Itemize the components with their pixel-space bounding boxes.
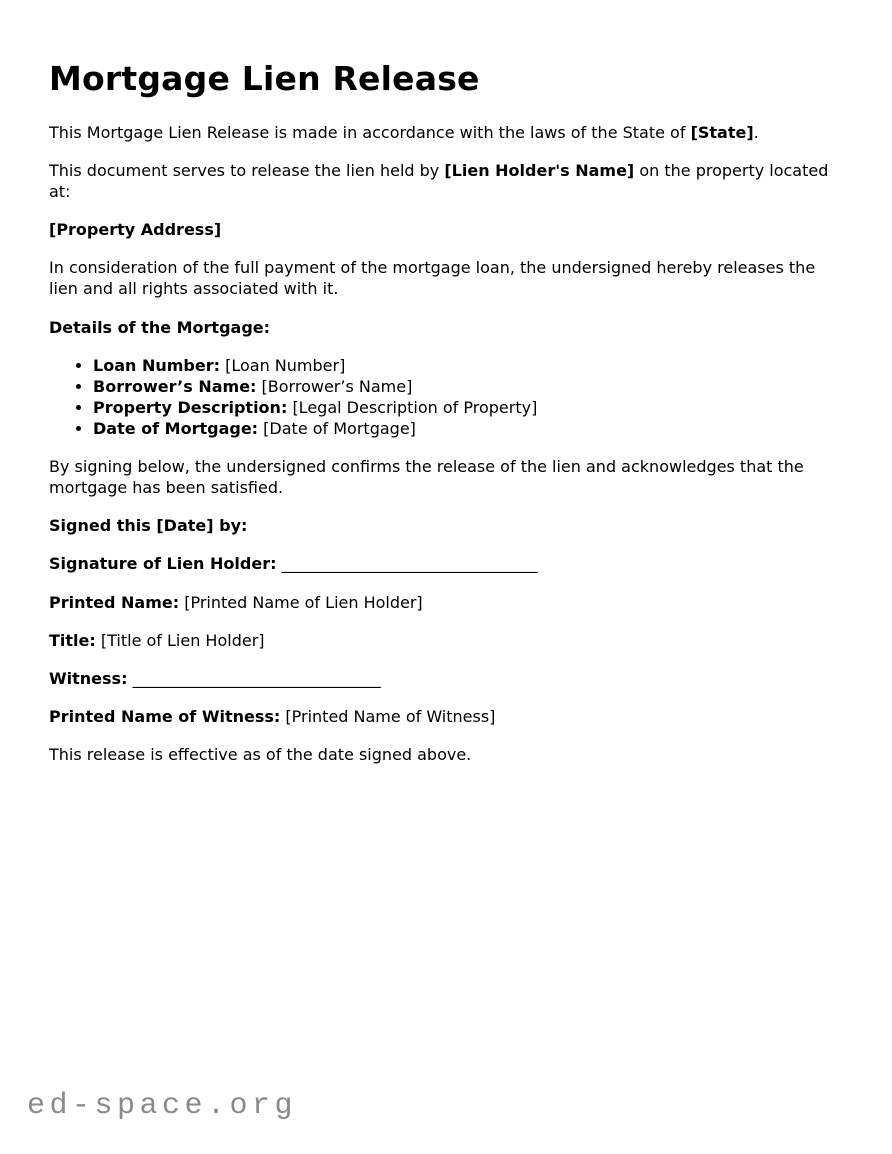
release-statement-paragraph [49, 160, 843, 202]
release-text-post: on the property located at: [49, 161, 829, 202]
holder-title-line [49, 630, 843, 651]
loan-number-label: Loan Number: [93, 355, 220, 375]
holder-title-label: Title: [49, 630, 96, 650]
effective-statement-paragraph: This release is effective as of the date signed above. [49, 745, 472, 765]
list-item-property-description [93, 397, 843, 418]
signature-line [49, 553, 843, 574]
details-heading [49, 317, 843, 338]
printed-name-value: [Printed Name of Lien Holder] [184, 592, 423, 612]
document-title: Mortgage Lien Release [49, 59, 480, 98]
list-item-date-of-mortgage [93, 418, 843, 439]
signed-statement-line [49, 515, 843, 536]
holder-title-value: [Title of Lien Holder] [100, 630, 265, 650]
date-of-mortgage-value: [Date of Mortgage] [263, 419, 416, 439]
state-placeholder: [State] [690, 122, 754, 142]
witness-line [49, 668, 843, 689]
borrower-name-label: Borrower’s Name: [93, 376, 257, 396]
printed-name-label: Printed Name: [49, 592, 180, 612]
list-item-loan-number [93, 355, 843, 376]
consideration-paragraph: In consideration of the full payment of the mortgage loan, the undersigned hereby releases the lien and all rights associated with it. [49, 258, 816, 299]
intro-text-pre: This Mortgage Lien Release is made in accordance with the laws of the State of [49, 122, 691, 142]
release-text-pre: This document serves to release the lien held by [49, 161, 445, 181]
witness-blank-line: _______________________________ [132, 668, 381, 688]
witness-printed-line [49, 706, 843, 727]
signature-label: Signature of Lien Holder: [49, 554, 277, 574]
list-item-borrower-name [93, 376, 843, 397]
signed-statement-text: Signed this [Date] by: [49, 516, 248, 536]
property-address-placeholder: [Property Address] [49, 220, 222, 240]
intro-paragraph [49, 122, 843, 143]
property-address-line [49, 219, 843, 240]
watermark: ed-space.org [27, 1089, 298, 1123]
witness-printed-value: [Printed Name of Witness] [285, 706, 496, 726]
mortgage-details-list [49, 355, 843, 439]
signature-blank-line: ________________________________ [281, 554, 538, 574]
printed-name-line [49, 592, 843, 613]
witness-printed-label: Printed Name of Witness: [49, 706, 281, 726]
intro-text-post: . [753, 122, 759, 142]
property-description-value: [Legal Description of Property] [292, 397, 538, 417]
lien-holder-name-placeholder: [Lien Holder's Name] [444, 161, 635, 181]
date-of-mortgage-label: Date of Mortgage: [93, 419, 259, 439]
borrower-name-value: [Borrower’s Name] [261, 376, 413, 396]
property-description-label: Property Description: [93, 397, 288, 417]
details-heading-text: Details of the Mortgage: [49, 317, 271, 337]
witness-label: Witness: [49, 668, 128, 688]
loan-number-value: [Loan Number] [225, 355, 346, 375]
confirmation-paragraph: By signing below, the undersigned confirms the release of the lien and acknowledges that the mortgage has been satisfied. [49, 457, 804, 498]
